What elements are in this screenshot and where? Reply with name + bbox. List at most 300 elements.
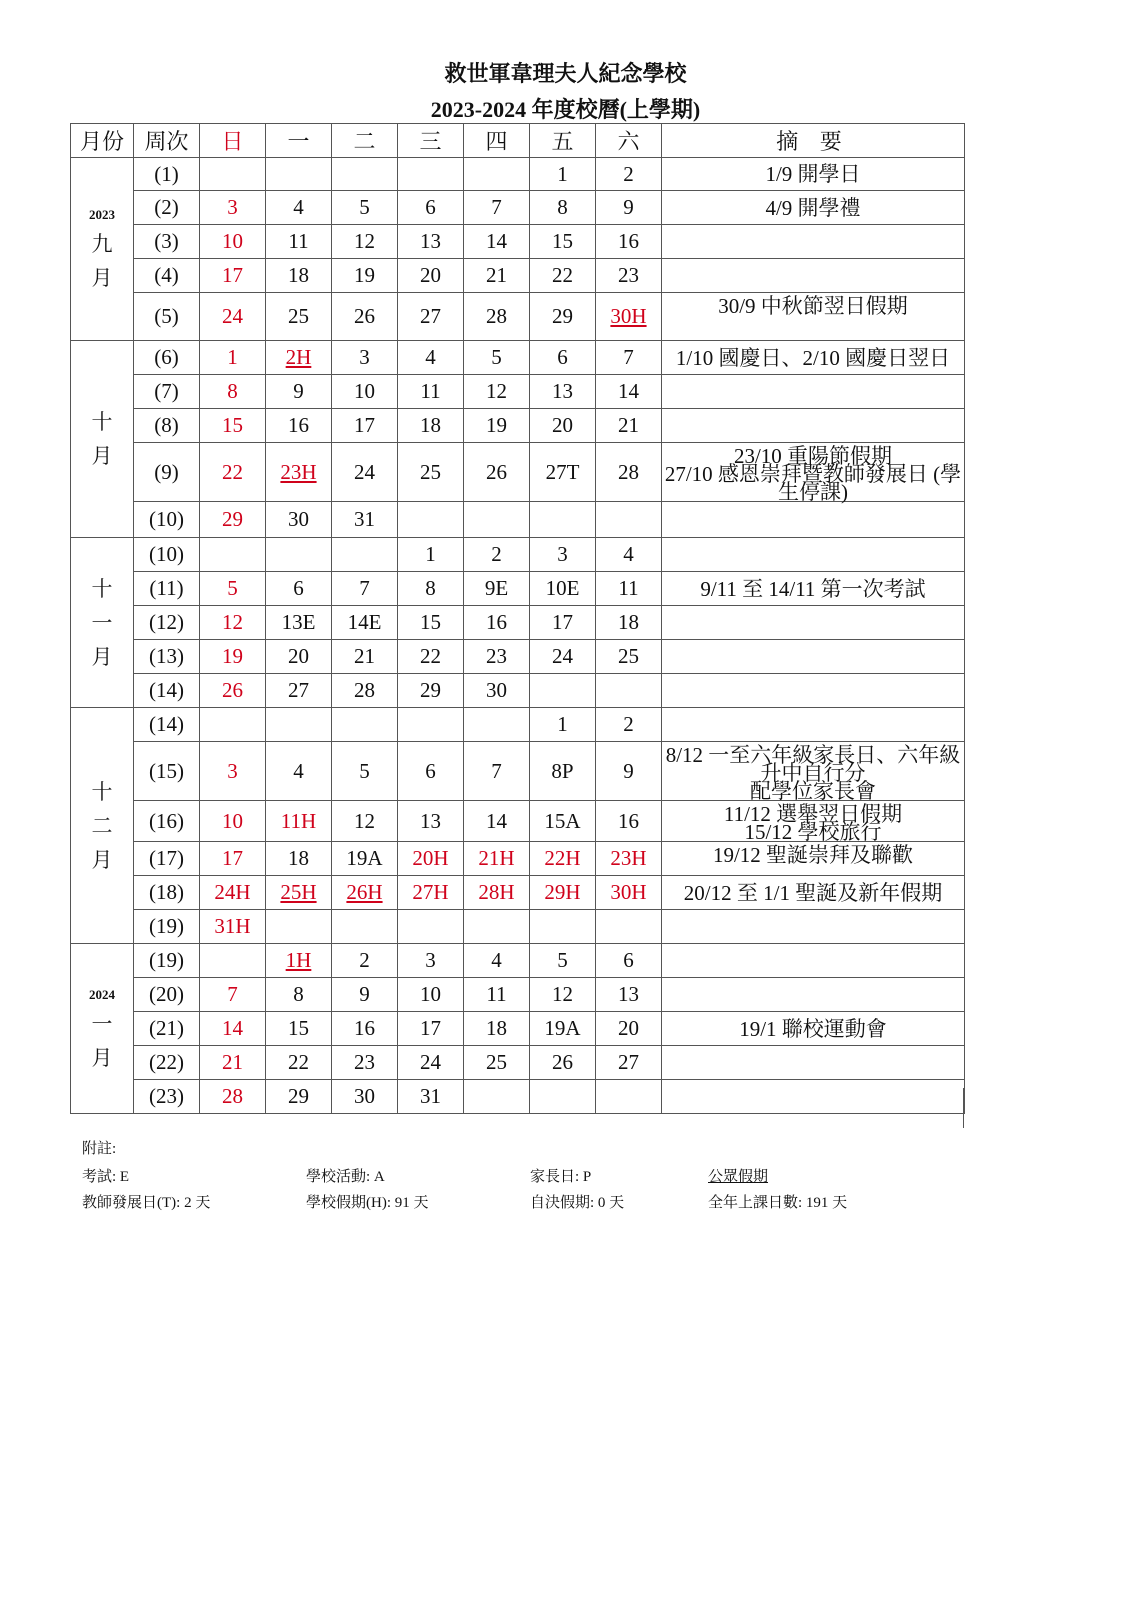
day-cell: 31 bbox=[398, 1080, 464, 1114]
week-number: (10) bbox=[134, 538, 200, 572]
day-cell: 21 bbox=[332, 640, 398, 674]
summary-cell bbox=[662, 502, 965, 538]
summary-cell bbox=[662, 640, 965, 674]
day-cell: 12 bbox=[530, 978, 596, 1012]
summary-cell bbox=[662, 409, 965, 443]
day-cell: 25 bbox=[266, 293, 332, 341]
day-cell: 5 bbox=[530, 944, 596, 978]
day-cell: 12 bbox=[332, 801, 398, 842]
day-cell: 28 bbox=[464, 293, 530, 341]
summary-line: 11/12 選舉翌日假期 bbox=[723, 802, 903, 826]
calendar-title: 2023-2024 年度校曆(上學期) bbox=[430, 97, 701, 122]
day-cell bbox=[200, 158, 266, 191]
summary-line: 4/9 開學禮 bbox=[765, 195, 861, 220]
week-number: (3) bbox=[134, 225, 200, 259]
day-cell: 20 bbox=[596, 1012, 662, 1046]
day-cell: 22 bbox=[530, 259, 596, 293]
summary-cell bbox=[662, 538, 965, 572]
day-cell: 10 bbox=[398, 978, 464, 1012]
week-row bbox=[71, 978, 965, 1012]
week-row bbox=[71, 259, 965, 293]
day-cell: 13 bbox=[398, 225, 464, 259]
day-cell bbox=[596, 910, 662, 944]
col-monday: 一 bbox=[266, 124, 332, 158]
day-cell: 29 bbox=[398, 674, 464, 708]
summary-line: 20/12 至 1/1 聖誕及新年假期 bbox=[683, 880, 943, 905]
day-cell: 6 bbox=[596, 944, 662, 978]
summary-cell bbox=[662, 842, 965, 876]
day-cell: 8 bbox=[398, 572, 464, 606]
summary-cell bbox=[662, 293, 965, 341]
week-row bbox=[71, 572, 965, 606]
day-cell: 7 bbox=[200, 978, 266, 1012]
day-cell bbox=[398, 708, 464, 742]
day-cell: 10 bbox=[332, 375, 398, 409]
day-cell bbox=[200, 708, 266, 742]
col-friday: 五 bbox=[530, 124, 596, 158]
week-number: (8) bbox=[134, 409, 200, 443]
week-number: (13) bbox=[134, 640, 200, 674]
note-exam: 考試: E bbox=[82, 1169, 130, 1185]
day-cell: 21 bbox=[596, 409, 662, 443]
note-discretionary: 自決假期: 0 天 bbox=[530, 1195, 625, 1211]
day-cell: 25H bbox=[266, 876, 332, 910]
note-teacher-dev: 教師發展日(T): 2 天 bbox=[82, 1195, 211, 1211]
day-cell: 25 bbox=[398, 443, 464, 502]
month-name-char: 月 bbox=[91, 1045, 113, 1070]
day-cell: 19A bbox=[530, 1012, 596, 1046]
day-cell bbox=[596, 502, 662, 538]
day-cell bbox=[464, 708, 530, 742]
school-calendar-table bbox=[70, 123, 965, 1114]
month-name-char: 十 bbox=[91, 779, 113, 804]
day-cell: 30 bbox=[266, 502, 332, 538]
day-cell: 20H bbox=[398, 842, 464, 876]
day-cell: 8 bbox=[266, 978, 332, 1012]
summary-cell bbox=[662, 606, 965, 640]
week-number: (4) bbox=[134, 259, 200, 293]
day-cell: 16 bbox=[332, 1012, 398, 1046]
week-number: (14) bbox=[134, 674, 200, 708]
day-cell: 19 bbox=[464, 409, 530, 443]
day-cell: 3 bbox=[398, 944, 464, 978]
day-cell: 14 bbox=[464, 225, 530, 259]
day-cell bbox=[530, 502, 596, 538]
day-cell: 13 bbox=[596, 978, 662, 1012]
day-cell: 21H bbox=[464, 842, 530, 876]
month-cell bbox=[71, 158, 134, 341]
day-cell bbox=[464, 502, 530, 538]
day-cell: 30H bbox=[596, 293, 662, 341]
day-cell: 29 bbox=[200, 502, 266, 538]
day-cell: 21 bbox=[200, 1046, 266, 1080]
day-cell: 31H bbox=[200, 910, 266, 944]
week-number: (21) bbox=[134, 1012, 200, 1046]
day-cell: 26 bbox=[200, 674, 266, 708]
week-number: (1) bbox=[134, 158, 200, 191]
day-cell bbox=[596, 674, 662, 708]
week-number: (6) bbox=[134, 341, 200, 375]
day-cell: 3 bbox=[332, 341, 398, 375]
week-number: (19) bbox=[134, 944, 200, 978]
day-cell: 1 bbox=[398, 538, 464, 572]
summary-cell bbox=[662, 225, 965, 259]
day-cell: 12 bbox=[464, 375, 530, 409]
day-cell: 4 bbox=[266, 742, 332, 801]
month-name-char: 十 bbox=[91, 576, 113, 601]
week-row bbox=[71, 1012, 965, 1046]
summary-cell bbox=[662, 944, 965, 978]
day-cell: 27H bbox=[398, 876, 464, 910]
day-cell: 21 bbox=[464, 259, 530, 293]
day-cell: 12 bbox=[332, 225, 398, 259]
col-thursday: 四 bbox=[464, 124, 530, 158]
summary-cell bbox=[662, 674, 965, 708]
summary-cell bbox=[662, 978, 965, 1012]
day-cell: 1 bbox=[530, 158, 596, 191]
day-cell: 12 bbox=[200, 606, 266, 640]
day-cell: 6 bbox=[530, 341, 596, 375]
week-row bbox=[71, 375, 965, 409]
summary-cell bbox=[662, 259, 965, 293]
day-cell: 11 bbox=[398, 375, 464, 409]
summary-cell bbox=[662, 742, 965, 801]
day-cell: 4 bbox=[266, 191, 332, 225]
day-cell: 13 bbox=[530, 375, 596, 409]
day-cell bbox=[266, 708, 332, 742]
day-cell: 3 bbox=[200, 742, 266, 801]
day-cell: 26 bbox=[530, 1046, 596, 1080]
week-row bbox=[71, 1080, 965, 1114]
note-parent-day: 家長日: P bbox=[530, 1169, 592, 1185]
day-cell: 23 bbox=[596, 259, 662, 293]
week-row bbox=[71, 158, 965, 191]
day-cell: 9 bbox=[596, 742, 662, 801]
school-name: 救世軍韋理夫人紀念學校 bbox=[444, 61, 687, 86]
col-wednesday: 三 bbox=[398, 124, 464, 158]
day-cell: 27 bbox=[266, 674, 332, 708]
day-cell: 14 bbox=[464, 801, 530, 842]
note-activity: 學校活動: A bbox=[306, 1169, 385, 1185]
summary-line: 27/10 感恩崇拜暨教師發展日 (學生停課) bbox=[664, 462, 962, 504]
summary-line: 配學位家長會 bbox=[750, 779, 876, 803]
day-cell: 16 bbox=[596, 801, 662, 842]
day-cell: 19 bbox=[332, 259, 398, 293]
day-cell: 18 bbox=[266, 842, 332, 876]
day-cell: 11 bbox=[464, 978, 530, 1012]
year-label: 2023 bbox=[89, 207, 115, 222]
day-cell: 14 bbox=[200, 1012, 266, 1046]
summary-line: 30/9 中秋節翌日假期 bbox=[718, 294, 908, 318]
summary-cell bbox=[662, 158, 965, 191]
day-cell: 14E bbox=[332, 606, 398, 640]
summary-line: 19/12 聖誕崇拜及聯歡 bbox=[712, 843, 914, 867]
day-cell: 2 bbox=[464, 538, 530, 572]
summary-line: 8/12 一至六年級家長日、六年級升中自行分 bbox=[665, 743, 961, 785]
day-cell: 2H bbox=[266, 341, 332, 375]
day-cell: 18 bbox=[398, 409, 464, 443]
week-row bbox=[71, 341, 965, 375]
day-cell: 19A bbox=[332, 842, 398, 876]
day-cell: 9 bbox=[332, 978, 398, 1012]
day-cell: 24 bbox=[398, 1046, 464, 1080]
day-cell: 22 bbox=[200, 443, 266, 502]
day-cell bbox=[530, 674, 596, 708]
day-cell: 23 bbox=[332, 1046, 398, 1080]
day-cell bbox=[464, 1080, 530, 1114]
day-cell bbox=[332, 538, 398, 572]
week-number: (23) bbox=[134, 1080, 200, 1114]
week-row bbox=[71, 674, 965, 708]
day-cell: 29 bbox=[266, 1080, 332, 1114]
summary-cell bbox=[662, 1080, 965, 1114]
week-number: (22) bbox=[134, 1046, 200, 1080]
col-saturday: 六 bbox=[596, 124, 662, 158]
day-cell: 22 bbox=[266, 1046, 332, 1080]
year-label: 2024 bbox=[89, 986, 115, 1002]
week-row bbox=[71, 842, 965, 876]
month-name-char: 月 bbox=[91, 644, 113, 669]
week-number: (11) bbox=[134, 572, 200, 606]
day-cell: 16 bbox=[266, 409, 332, 443]
day-cell: 9 bbox=[266, 375, 332, 409]
week-row bbox=[71, 443, 965, 502]
col-month: 月份 bbox=[71, 124, 134, 158]
month-name-char: 九 bbox=[91, 232, 113, 256]
day-cell: 24 bbox=[200, 293, 266, 341]
week-number: (18) bbox=[134, 876, 200, 910]
col-tuesday: 二 bbox=[332, 124, 398, 158]
day-cell: 18 bbox=[596, 606, 662, 640]
summary-line: 15/12 學校旅行 bbox=[744, 820, 882, 844]
week-row bbox=[71, 944, 965, 978]
day-cell: 11 bbox=[596, 572, 662, 606]
day-cell: 29H bbox=[530, 876, 596, 910]
day-cell: 10 bbox=[200, 801, 266, 842]
week-number: (5) bbox=[134, 293, 200, 341]
month-name-char: 二 bbox=[91, 813, 113, 838]
day-cell: 30H bbox=[596, 876, 662, 910]
summary-cell bbox=[662, 341, 965, 375]
month-name-char: 月 bbox=[91, 847, 113, 872]
week-row bbox=[71, 1046, 965, 1080]
header-row bbox=[71, 124, 965, 158]
summary-cell bbox=[662, 801, 965, 842]
day-cell: 26H bbox=[332, 876, 398, 910]
day-cell: 28 bbox=[200, 1080, 266, 1114]
day-cell bbox=[332, 158, 398, 191]
day-cell: 15 bbox=[530, 225, 596, 259]
summary-cell bbox=[662, 910, 965, 944]
day-cell bbox=[464, 910, 530, 944]
day-cell: 8P bbox=[530, 742, 596, 801]
day-cell: 27 bbox=[398, 293, 464, 341]
day-cell bbox=[464, 158, 530, 191]
day-cell: 13E bbox=[266, 606, 332, 640]
day-cell: 15 bbox=[398, 606, 464, 640]
week-row bbox=[71, 191, 965, 225]
day-cell bbox=[266, 158, 332, 191]
day-cell: 15 bbox=[266, 1012, 332, 1046]
week-row bbox=[71, 742, 965, 801]
day-cell: 1H bbox=[266, 944, 332, 978]
day-cell: 5 bbox=[332, 742, 398, 801]
day-cell: 10E bbox=[530, 572, 596, 606]
day-cell bbox=[200, 944, 266, 978]
summary-line: 9/11 至 14/11 第一次考試 bbox=[700, 576, 926, 601]
day-cell: 28 bbox=[332, 674, 398, 708]
month-cell bbox=[71, 708, 134, 944]
day-cell bbox=[200, 538, 266, 572]
day-cell: 2 bbox=[596, 158, 662, 191]
day-cell bbox=[266, 538, 332, 572]
day-cell: 22H bbox=[530, 842, 596, 876]
day-cell: 4 bbox=[398, 341, 464, 375]
week-row bbox=[71, 606, 965, 640]
col-sunday: 日 bbox=[200, 124, 266, 158]
day-cell: 16 bbox=[464, 606, 530, 640]
month-name-char: 一 bbox=[91, 610, 113, 635]
day-cell: 2 bbox=[596, 708, 662, 742]
day-cell bbox=[398, 502, 464, 538]
day-cell: 30 bbox=[332, 1080, 398, 1114]
day-cell: 24H bbox=[200, 876, 266, 910]
summary-line: 23/10 重陽節假期 bbox=[733, 444, 893, 468]
month-name-char: 一 bbox=[91, 1011, 113, 1036]
day-cell: 6 bbox=[398, 191, 464, 225]
day-cell: 15A bbox=[530, 801, 596, 842]
day-cell: 20 bbox=[266, 640, 332, 674]
month-cell bbox=[71, 944, 134, 1114]
day-cell: 11 bbox=[266, 225, 332, 259]
week-number: (9) bbox=[134, 443, 200, 502]
month-cell bbox=[71, 341, 134, 538]
week-row bbox=[71, 409, 965, 443]
day-cell: 19 bbox=[200, 640, 266, 674]
day-cell: 27 bbox=[596, 1046, 662, 1080]
day-cell: 18 bbox=[266, 259, 332, 293]
week-row bbox=[71, 708, 965, 742]
day-cell: 5 bbox=[332, 191, 398, 225]
day-cell: 13 bbox=[398, 801, 464, 842]
week-number: (17) bbox=[134, 842, 200, 876]
day-cell: 17 bbox=[398, 1012, 464, 1046]
day-cell bbox=[530, 910, 596, 944]
note-school-holiday: 學校假期(H): 91 天 bbox=[306, 1195, 429, 1211]
week-row bbox=[71, 876, 965, 910]
day-cell: 1 bbox=[530, 708, 596, 742]
day-cell: 4 bbox=[464, 944, 530, 978]
week-number: (19) bbox=[134, 910, 200, 944]
day-cell: 3 bbox=[200, 191, 266, 225]
day-cell: 17 bbox=[332, 409, 398, 443]
week-row bbox=[71, 801, 965, 842]
day-cell: 7 bbox=[464, 742, 530, 801]
day-cell: 20 bbox=[398, 259, 464, 293]
day-cell: 23 bbox=[464, 640, 530, 674]
day-cell: 15 bbox=[200, 409, 266, 443]
week-row bbox=[71, 225, 965, 259]
day-cell: 4 bbox=[596, 538, 662, 572]
month-name-char: 月 bbox=[91, 444, 113, 468]
week-row bbox=[71, 910, 965, 944]
day-cell: 14 bbox=[596, 375, 662, 409]
day-cell: 26 bbox=[464, 443, 530, 502]
week-row bbox=[71, 640, 965, 674]
col-week: 周次 bbox=[134, 124, 200, 158]
day-cell bbox=[398, 910, 464, 944]
day-cell: 28 bbox=[596, 443, 662, 502]
day-cell: 28H bbox=[464, 876, 530, 910]
day-cell: 7 bbox=[596, 341, 662, 375]
day-cell: 5 bbox=[464, 341, 530, 375]
day-cell: 9 bbox=[596, 191, 662, 225]
week-number: (2) bbox=[134, 191, 200, 225]
note-school-days: 全年上課日數: 191 天 bbox=[708, 1195, 848, 1211]
day-cell: 7 bbox=[464, 191, 530, 225]
day-cell: 8 bbox=[530, 191, 596, 225]
day-cell: 25 bbox=[596, 640, 662, 674]
summary-cell bbox=[662, 443, 965, 502]
day-cell: 24 bbox=[332, 443, 398, 502]
day-cell: 17 bbox=[200, 842, 266, 876]
day-cell: 26 bbox=[332, 293, 398, 341]
day-cell: 16 bbox=[596, 225, 662, 259]
day-cell: 17 bbox=[200, 259, 266, 293]
day-cell: 8 bbox=[200, 375, 266, 409]
summary-cell bbox=[662, 572, 965, 606]
day-cell: 30 bbox=[464, 674, 530, 708]
summary-cell bbox=[662, 191, 965, 225]
col-summary: 摘 要 bbox=[662, 124, 965, 158]
day-cell: 20 bbox=[530, 409, 596, 443]
day-cell bbox=[266, 910, 332, 944]
day-cell bbox=[530, 1080, 596, 1114]
day-cell bbox=[596, 1080, 662, 1114]
week-number: (15) bbox=[134, 742, 200, 801]
day-cell: 24 bbox=[530, 640, 596, 674]
summary-cell bbox=[662, 375, 965, 409]
day-cell: 3 bbox=[530, 538, 596, 572]
summary-cell bbox=[662, 876, 965, 910]
week-number: (20) bbox=[134, 978, 200, 1012]
note-public-holiday: 公眾假期 bbox=[708, 1169, 769, 1185]
week-row bbox=[71, 538, 965, 572]
day-cell: 17 bbox=[530, 606, 596, 640]
day-cell bbox=[332, 708, 398, 742]
trailing-border-line bbox=[963, 1088, 964, 1128]
month-cell bbox=[71, 538, 134, 708]
week-number: (10) bbox=[134, 502, 200, 538]
day-cell: 25 bbox=[464, 1046, 530, 1080]
summary-cell bbox=[662, 1046, 965, 1080]
day-cell: 22 bbox=[398, 640, 464, 674]
day-cell: 6 bbox=[398, 742, 464, 801]
week-number: (7) bbox=[134, 375, 200, 409]
day-cell: 2 bbox=[332, 944, 398, 978]
day-cell: 9E bbox=[464, 572, 530, 606]
day-cell: 5 bbox=[200, 572, 266, 606]
day-cell: 10 bbox=[200, 225, 266, 259]
summary-cell bbox=[662, 708, 965, 742]
day-cell: 29 bbox=[530, 293, 596, 341]
week-number: (14) bbox=[134, 708, 200, 742]
week-row bbox=[71, 502, 965, 538]
summary-cell bbox=[662, 1012, 965, 1046]
summary-line: 19/1 聯校運動會 bbox=[739, 1016, 887, 1041]
day-cell: 23H bbox=[596, 842, 662, 876]
month-name-char: 月 bbox=[91, 266, 113, 290]
